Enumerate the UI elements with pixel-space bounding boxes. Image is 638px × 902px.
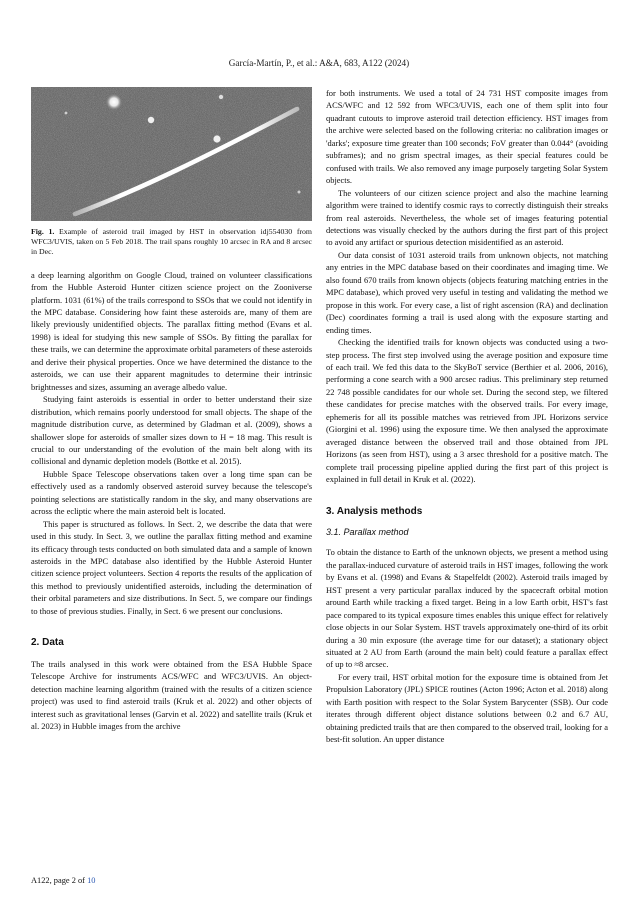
star-source xyxy=(105,93,123,111)
footer-page-label: A122, page 2 of xyxy=(31,876,88,885)
subsection-heading: 3.1. Parallax method xyxy=(326,526,409,537)
figure-caption-text: Example of asteroid trail imaged by HST in observation idj554030 from WFC3/UVIS, taken on 5 Feb 2018. The trail spans roughly 10 arcsec in RA and 8 arcsec in Dec. xyxy=(31,227,312,257)
page-footer xyxy=(31,876,95,885)
running-header: García-Martín, P., et al.: A&A, 683, A122 (2024) xyxy=(228,58,410,68)
paragraph: for both instruments. We used a total of 24 731 HST composite images from ACS/WFC and 12 592 from WFC3/UVIS, each one of them split into four quadrant cutouts to improve asteroid trail detection efficiency. HST images from the archive were selected based on the following criteria: no calibration images or 'darks'; exposure time greater than 100 seconds; FoV greater than 0.044° (avoiding subframes); and no grism spectral images, as their special features could be confused with trails. We also removed any image purposely targeting Solar System objects. xyxy=(326,88,608,186)
paragraph: The volunteers of our citizen science project and also the machine learning algorithm were trained to identify cosmic rays to correctly distinguish their streaks from real asteroids. Nevertheless, the whole set of images featuring potential detections was visually checked by the authors during the first part of this project to avoid any artifact or spurious detection misidentified as an asteroid. xyxy=(326,187,608,248)
figure-label: Fig. 1. xyxy=(31,227,55,236)
star-source xyxy=(148,117,154,123)
paragraph: Studying faint asteroids is essential in order to better understand their size distribution, which remains poorly understood for small objects. The shape of the magnitude distribution curve, as determined by Gladman et al. (2009), shows a shallower slope for asteroids of smaller sizes down to H = 18 mag. This result is crucial to our understanding of the evolution of the main belt along with its collisional and dynamic depletion models (Bottke et al. 2015). xyxy=(31,394,312,467)
figure-caption xyxy=(31,227,312,258)
paragraph: The trails analysed in this work were obtained from the ESA Hubble Space Telescope Archive for instruments ACS/WFC and WFC3/UVIS. An object-detection machine learning algorithm (trained with the results of a citizen science project) was used to find asteroid trails (Kruk et al. 2022) and other objects of interest such as gravitational lenses (Garvin et al. 2022) and satellite trails (Kruk et al. 2023) in Hubble images from the archive xyxy=(31,658,312,732)
left-column xyxy=(31,87,312,732)
section-heading: 3. Analysis methods xyxy=(326,505,423,517)
paragraph: Our data consist of 1031 asteroid trails from unknown objects, not matching any entries in the MPC database based on their coordinates and imaging time. We also found 670 trails from known objects (objects featuring matching entries in the MPC database), which proved very useful in testing and validating the method we propose in this work. For every case, a list of right ascension (RA) and declination (Dec) coordinates forming a trail is used along with the exposure starting and ending times. xyxy=(326,249,608,335)
star-source xyxy=(65,112,68,115)
right-column xyxy=(326,87,608,746)
star-source xyxy=(219,95,223,99)
paragraph: Hubble Space Telescope observations taken over a long time span can be effectively used as a randomly observed asteroid survey because the telescope's pointing selections are statistically random in the sky, and many observations are across the ecliptic where the main asteroid belt is located. xyxy=(31,468,312,517)
total-pages-link[interactable]: 10 xyxy=(87,876,96,885)
asteroid-trail-image xyxy=(31,87,312,221)
asteroid-trail-figure xyxy=(31,87,312,221)
star-source xyxy=(213,135,220,142)
paragraph: Checking the identified trails for known objects was conducted using a two-step process. The first step involved using the average position and exposure time of each trail. We fed this data to the SkyBoT service (Berthier et al. 2006, 2016), performing a cone search with a 900 arcsec radius. This preliminary step returned 22 748 possible candidates for our whole set. During the second step, we filtered these candidates for precise matches with the observed trails. For every image, ephemeris for all its possible matches was retrieved from JPL Horizons service (Giorgini et al. 1996) using the exposure time. We then analysed the approximate averaged distance between the observed trail and those obtained from JPL Horizons (as seen from HST), using a 3 arsec threshold for a positive match. The complete trail processing pipeline applied during the first part of this project is explained in full detail in Kruk et al. (2022). xyxy=(326,337,608,485)
star-source xyxy=(298,191,301,194)
paragraph: a deep learning algorithm on Google Cloud, trained on volunteer classifications from the Hubble Asteroid Hunter citizen science project on the Zooniverse platform. 1031 (61%) of the trails correspond to SSOs that we could not identify in the MPC database. Considering how faint these asteroids are, many of them are likely previously unidentified objects. The parallax fitting method (Evans et al. 1998) is ideal for studying this new sample of SSOs. By fitting the parallax for these trails, we can determine the approximate orbital parameters of these asteroids and derive their physical properties. Once we have determined the distance to the asteroids, we can use their apparent magnitudes to determine their intrinsic brightnesses and sizes, assuming an average albedo value. xyxy=(31,269,312,392)
paragraph: For every trail, HST orbital motion for the exposure time is obtained from Jet Propulsion Laboratory (JPL) SPICE routines (Acton 1996; Acton et al. 2018) along with Earth position with respect to the Solar System Barycenter (SSB). Our code iterates through different object distance solutions between 0.2 and 6.7 AU, obtaining predicted trails that are then compared to the observed trail, looking for a best-fit solution. An upper distance xyxy=(326,671,608,745)
paragraph: To obtain the distance to Earth of the unknown objects, we present a method using the parallax-induced curvature of asteroid trails in HST images, following the work by Evans et al. (1998) and Evans & Stapelfeldt (2002). Asteroid trails imaged by HST present a very particular parallax induced by the spacecraft orbital motion around Earth while tracking a fixed target. Being in a low Earth orbit, HST's fast pace compared to its typical exposure times enables this unique effect for relatively close objects in our Solar System. HST travels approximately one-third of its orbit during a 30 min exposure (the average time for our dataset); a stationary object situated at 2 AU from Earth (around the main belt) could feature a parallax effect of up to ≈8 arcsec. xyxy=(326,547,608,670)
section-heading: 2. Data xyxy=(31,637,64,649)
paragraph: This paper is structured as follows. In Sect. 2, we describe the data that were used in this study. In Sect. 3, we outline the parallax fitting method and examine its efficacy through tests conducted on both simulated data and a sample of known asteroids in the MPC database also identified by the Hubble Asteroid Hunter citizen science project volunteers. Section 4 reports the results of the application of this method to previously unidentified asteroids, including the determination of their orbital parameters and size distributions. In Sect. 5, we compare our findings to those of previous studies. Finally, in Sect. 6 we present our conclusions. xyxy=(31,518,312,616)
